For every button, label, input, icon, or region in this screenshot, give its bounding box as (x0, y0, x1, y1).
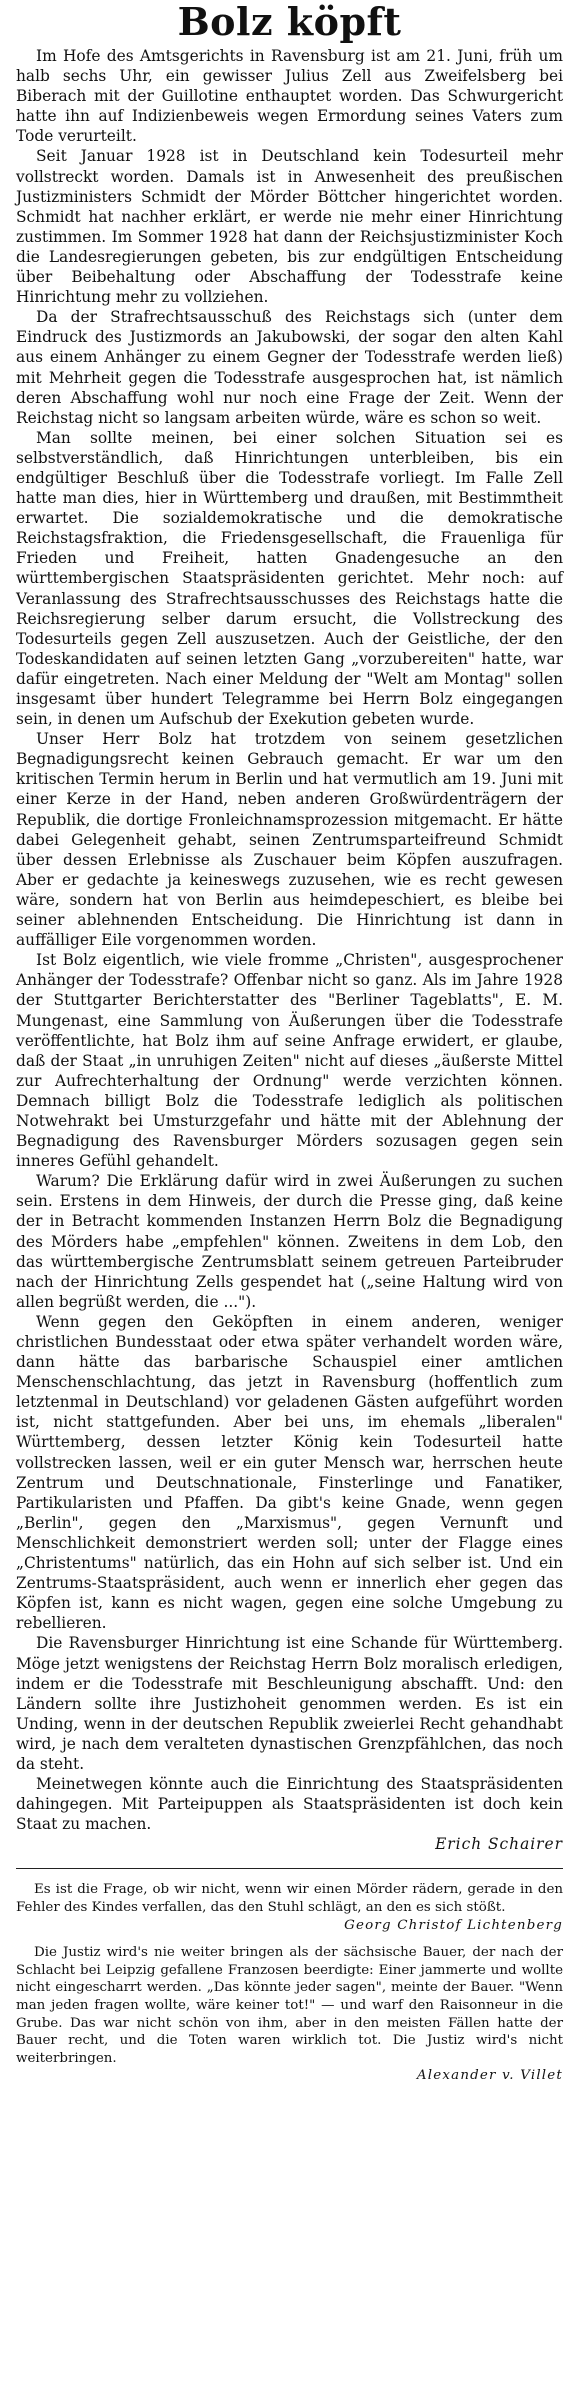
paragraph: Warum? Die Erklärung dafür wird in zwei Äußerungen zu suchen sein. Erstens in dem Hinweis, der durch die Presse ging, daß keine der in Betracht kommenden Instanzen Herrn Bolz die Begnadigung des Mörders habe „empfehlen" können. Zweitens in dem Lob, den das württembergische Zentrumsblatt seinem getreuen Parteibruder nach der Hinrichtung Zells gespendet hat („seine Haltung wird von allen begrüßt werden, die ..."). (16, 1172, 563, 1311)
paragraph: Da der Strafrechtsausschuß des Reichstags sich (unter dem Eindruck des Justizmords an Jakubowski, der sogar den alten Kahl aus einem Anhänger zu einem Gegner der Todesstrafe werden ließ) mit Mehrheit gegen die Todesstrafe ausgesprochen hat, ist nämlich deren Abschaffung wohl nur noch eine Frage der Zeit. Wenn der Reichstag nicht so langsam arbeiten würde, wäre es schon so weit. (16, 308, 563, 427)
paragraph: Unser Herr Bolz hat trotzdem von seinem gesetzlichen Begnadigungsrecht keinen Gebrauch gemacht. Er war um den kritischen Termin herum in Berlin und hat vermutlich am 19. Juni mit einer Kerze in der Hand, neben anderen Großwürdenträgern der Republik, die dortige Fronleichnamsprozession mitgemacht. Er hätte dabei Gelegenheit gehabt, seinen Zentrumsparteifreund Schmidt über dessen Erlebnisse als Zuschauer beim Köpfen auszufragen. Aber er gedachte ja keineswegs zuzusehen, wie es recht gewesen wäre, sondern hat von Berlin aus heimdepeschiert, es bleibe bei seiner ablehnenden Entscheidung. Die Hinrichtung ist dann in auffälliger Eile vorgenommen worden. (16, 730, 563, 950)
paragraph: Wenn gegen den Geköpften in einem anderen, weniger christlichen Bundesstaat oder etwa später verhandelt worden wäre, dann hätte das barbarische Schauspiel einer amtlichen Menschenschlachtung, das jetzt in Ravensburg (hoffentlich zum letztenmal in Deutschland) vor geladenen Gästen aufgeführt worden ist, nicht stattgefunden. Aber bei uns, im ehemals „liberalen" Württemberg, dessen letzter König kein Todesurteil hatte vollstrecken lassen, weil er ein guter Mensch war, herrschen heute Zentrum und Deutschnationale, Finsterlinge und Fanatiker, Partikularisten und Pfaffen. Da gibt's keine Gnade, wenn gegen „Berlin", gegen den „Marxismus", gegen Vernunft und Menschlichkeit demonstriert werden soll; unter der Flagge eines „Christentums" natürlich, das ein Hohn auf sich selber ist. Und ein Zentrums-Staatspräsident, auch wenn er innerlich eher gegen das Köpfen ist, kann es nicht wagen, gegen eine solche Umgebung zu rebellieren. (16, 1312, 563, 1633)
article-title: Bolz köpft (177, 0, 402, 44)
quote-text: Es ist die Frage, ob wir nicht, wenn wir einen Mörder rädern, gerade in den Fehler des Kindes verfallen, das den Stuhl schlägt, an den es sich stößt. (16, 1882, 563, 1916)
article-body (16, 46, 563, 1854)
paragraph: Ist Bolz eigentlich, wie viele fromme „Christen", ausgesprochener Anhänger der Todesstrafe? Offenbar nicht so ganz. Als im Jahre 1928 der Stuttgarter Berichterstatter des "Berliner Tageblatts", E. M. Mungenast, eine Sammlung von Äußerungen über die Todesstrafe veröffentlichte, hat Bolz ihm auf seine Anfrage erwidert, er glaube, daß der Staat „in unruhigen Zeiten" nicht auf dieses „äußerste Mittel zur Aufrechterhaltung der Ordnung" werde verzichten können. Demnach billigt Bolz die Todesstrafe lediglich als politischen Notwehrakt bei Umsturzgefahr und hätte mit der Ablehnung der Begnadigung des Ravensburger Mörders sozusagen gegen sein inneres Gefühl gehandelt. (16, 951, 563, 1171)
paragraph: Man sollte meinen, bei einer solchen Situation sei es selbstverständlich, daß Hinrichtungen unterbleiben, bis ein endgültiger Beschluß über die Todesstrafe vorliegt. Im Falle Zell hatte man dies, hier in Württemberg und draußen, mit Bestimmtheit erwartet. Die sozialdemokratische und die demokratische Reichstagsfraktion, die Friedensgesellschaft, die Frauenliga für Frieden und Freiheit, hatten Gnadengesuche an den württembergischen Staatspräsidenten gerichtet. Mehr noch: auf Veranlassung des Strafrechtsausschusses des Reichstags hatte die Reichsregierung selber darum ersucht, die Vollstreckung des Todesurteils gegen Zell auszusetzen. Auch der Geistliche, der den Todeskandidaten auf seinen letzten Gang „vorzubereiten" hatte, war dafür eingetreten. Nach einer Meldung der "Welt am Montag" sollen insgesamt über hundert Telegramme bei Herrn Bolz eingegangen sein, in denen um Aufschub der Exekution gebeten wurde. (16, 428, 563, 729)
article-byline: Erich Schairer (435, 1835, 563, 1854)
section-divider (16, 1868, 563, 1869)
paragraph: Die Ravensburger Hinrichtung ist eine Schande für Württemberg. Möge jetzt wenigstens der Reichstag Herrn Bolz moralisch erledigen, indem er die Todesstrafe mit Beschleunigung abschafft. Und: den Ländern sollte ihre Justizhoheit genommen werden. Es ist ein Unding, wenn in der deutschen Republik zweierlei Recht gehandhabt wird, je nach dem veralteten dynastischen Grenzpfählchen, das noch da steht. (16, 1634, 563, 1773)
quote-text: Die Justiz wird's nie weiter bringen als der sächsische Bauer, der nach der Schlacht bei Leipzig gefallene Franzosen beerdigte: Einer jammerte und wollte nicht eingescharrt werden. „Das könnte jeder sagen", meinte der Bauer. "Wenn man jeden fragen wollte, wäre keiner tot!" — und warf den Raisonneur in die Grube. Das war nicht schön von ihm, aber in den meisten Fällen hatte der Bauer recht, und die Toten waren wirklich tot. Die Justiz wird's nicht weiterbringen. (16, 1945, 563, 2066)
quote-author: Georg Christof Lichtenberg (344, 1917, 563, 1933)
paragraph: Im Hofe des Amtsgerichts in Ravensburg ist am 21. Juni, früh um halb sechs Uhr, ein gewisser Julius Zell aus Zweifelsberg bei Biberach mit der Guillotine enthauptet worden. Das Schwurgericht hatte ihn auf Indizienbeweis wegen Ermordung seines Vaters zum Tode verurteilt. (16, 47, 563, 146)
quote-lichtenberg (16, 1881, 563, 1934)
quote-villet (16, 1944, 563, 2085)
quote-author: Alexander v. Villet (416, 2068, 563, 2084)
paragraph: Meinetwegen könnte auch die Einrichtung des Staatspräsidenten dahingegen. Mit Parteipuppen als Staatspräsidenten ist doch kein Staat zu machen. (16, 1775, 563, 1834)
paragraph: Seit Januar 1928 ist in Deutschland kein Todesurteil mehr vollstreckt worden. Damals ist in Anwesenheit des preußischen Justizministers Schmidt der Mörder Böttcher hingerichtet worden. Schmidt hat nachher erklärt, er werde nie mehr einer Hinrichtung zustimmen. Im Sommer 1928 hat dann der Reichsjustizminister Koch die Landesregierungen gebeten, bis zur endgültigen Entscheidung über Beibehaltung oder Abschaffung der Todesstrafe keine Hinrichtung mehr zu vollziehen. (16, 147, 563, 307)
